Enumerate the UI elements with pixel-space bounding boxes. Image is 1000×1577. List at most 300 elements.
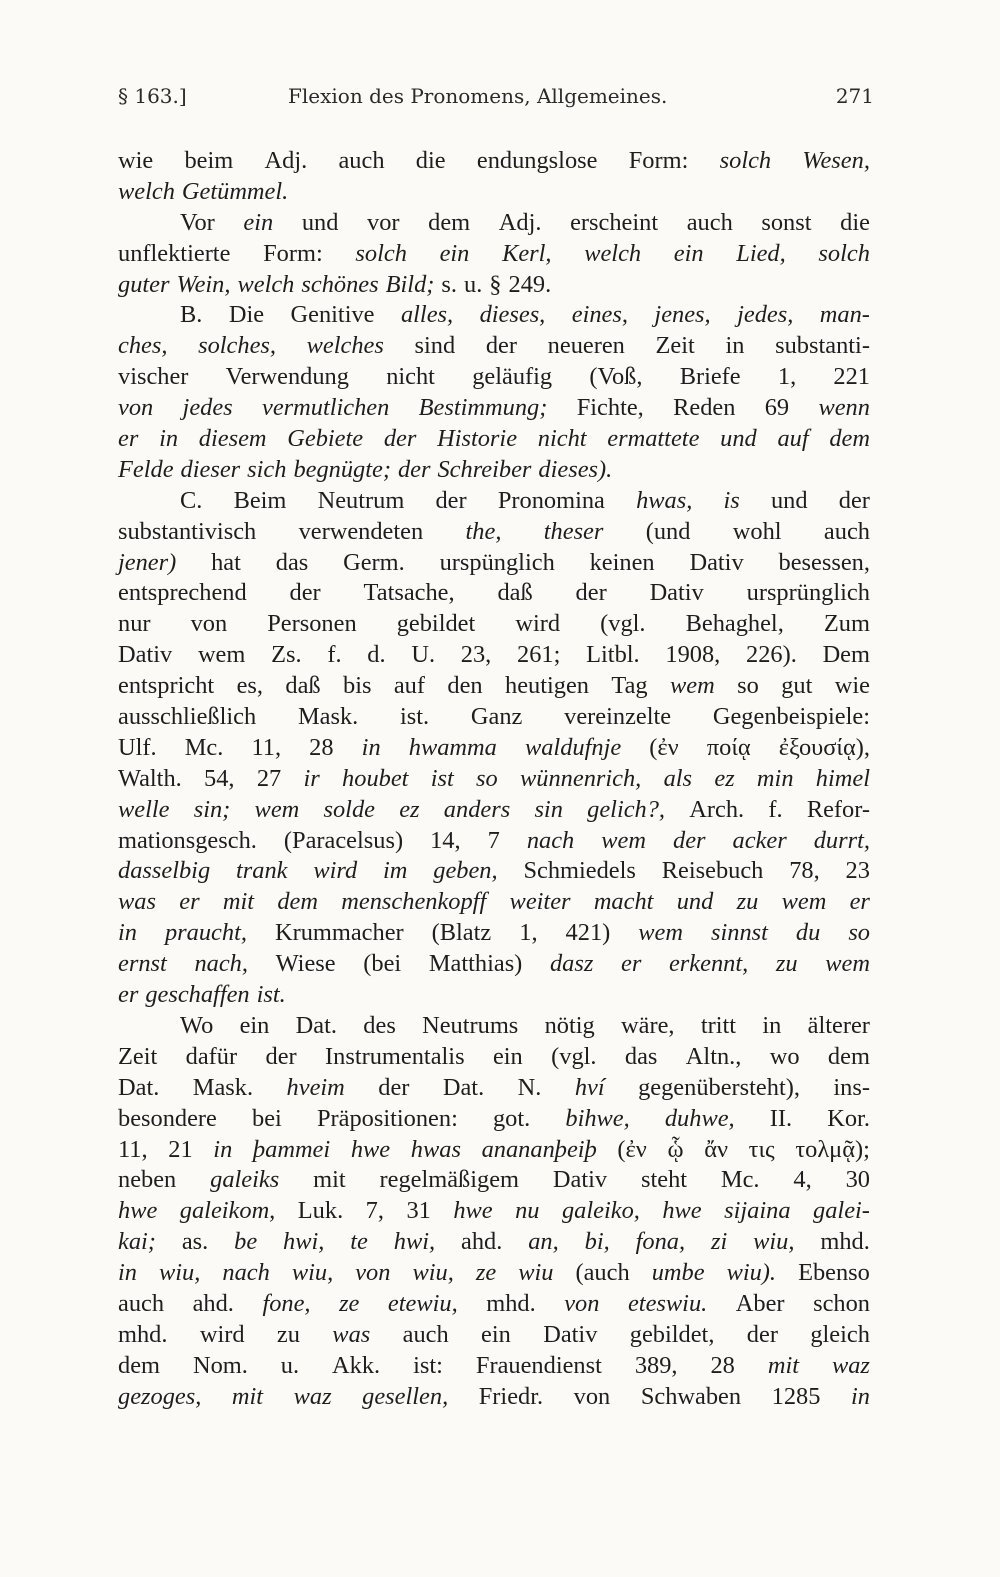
word: mit	[313, 1166, 346, 1194]
text-line	[118, 1258, 870, 1289]
italic-word: wenn	[818, 394, 870, 422]
word: der	[435, 486, 467, 514]
word: den	[447, 672, 483, 700]
word: as.	[181, 1228, 209, 1256]
italic-word: er	[849, 888, 870, 916]
text-line	[118, 702, 870, 733]
word: schon	[813, 1289, 870, 1317]
italic-word: eteswiu.	[627, 1289, 708, 1317]
italic-word: nach	[526, 826, 575, 854]
italic-word: Gebiete	[287, 425, 364, 453]
italic-word: welch	[237, 270, 295, 298]
word: Reisebuch	[661, 857, 764, 885]
word: Wo	[180, 1011, 214, 1039]
text-line	[118, 640, 870, 671]
text-line	[118, 239, 870, 270]
italic-word: the,	[465, 517, 502, 545]
word: Ulf.	[118, 733, 157, 761]
word: Friedr.	[478, 1382, 544, 1410]
word: ins-	[833, 1073, 870, 1101]
word: Dativ	[118, 641, 173, 669]
word: Zs.	[271, 641, 302, 669]
word: des	[363, 1011, 396, 1039]
italic-word: hwi,	[283, 1228, 325, 1256]
word: 11,	[118, 1135, 148, 1163]
italic-word: zu	[775, 950, 798, 978]
word: von	[573, 1382, 611, 1410]
italic-word: zi	[710, 1228, 728, 1256]
italic-word: was	[118, 888, 156, 916]
italic-word: solch	[719, 147, 772, 174]
italic-word: er	[179, 888, 200, 916]
text-line	[118, 1165, 870, 1196]
body-text	[118, 146, 870, 1413]
italic-word: Lied,	[736, 239, 786, 267]
word: der	[575, 579, 607, 607]
italic-word: dieses).	[538, 455, 613, 483]
text-line	[118, 146, 870, 177]
word: Dativ	[649, 579, 704, 607]
word: erscheint	[570, 208, 659, 236]
word: dafür	[185, 1042, 238, 1070]
italic-word: er	[118, 425, 139, 453]
word: B.	[180, 301, 203, 329]
italic-word: er	[621, 950, 642, 978]
italic-word: wem	[254, 795, 300, 823]
text-line	[118, 1011, 870, 1042]
italic-word: Felde	[118, 455, 174, 483]
italic-word: solde	[323, 795, 375, 823]
word: Genitive	[290, 301, 375, 329]
italic-word: fona,	[635, 1228, 686, 1256]
word: sonst	[761, 208, 812, 236]
italic-word: fone,	[262, 1289, 311, 1317]
italic-word: Wesen,	[802, 147, 870, 174]
word: 249.	[508, 270, 552, 298]
text-line	[118, 949, 870, 980]
word: Form:	[263, 239, 323, 267]
word: got.	[492, 1104, 531, 1132]
italic-word: te	[350, 1228, 368, 1256]
word: bei	[252, 1104, 282, 1132]
word: substantivisch	[118, 517, 257, 545]
word: Refor-	[806, 795, 870, 823]
italic-word: wünnenrich,	[520, 764, 642, 792]
italic-word: in	[159, 425, 179, 453]
italic-word: als	[663, 764, 693, 792]
italic-word: duhwe,	[664, 1104, 735, 1132]
italic-word: kai;	[118, 1228, 156, 1256]
text-line	[118, 1196, 870, 1227]
italic-word: wem	[825, 950, 870, 978]
word: geläufig	[472, 363, 553, 391]
italic-word: hwas,	[636, 486, 693, 514]
italic-word: in	[361, 733, 381, 761]
word: Luk.	[297, 1197, 344, 1225]
italic-word: solch	[355, 239, 407, 267]
text-line	[118, 1135, 870, 1166]
word: (ἐν	[649, 733, 679, 761]
word: urspünglich	[439, 548, 555, 576]
italic-word: diesem	[198, 425, 267, 453]
word: unflektierte	[118, 239, 231, 267]
italic-word: und	[720, 425, 757, 453]
word: 261;	[517, 641, 561, 669]
italic-word: is	[723, 486, 740, 514]
italic-word: ez	[399, 795, 420, 823]
word: Dativ	[552, 1166, 608, 1194]
word: auch	[338, 147, 385, 174]
italic-word: der	[397, 455, 431, 483]
word: Mask.	[192, 1073, 254, 1101]
word: Dat.	[295, 1011, 337, 1039]
word: nur	[118, 610, 151, 638]
italic-word: ez	[714, 764, 735, 792]
word: Dem	[822, 641, 870, 669]
italic-word: nach,	[194, 950, 248, 978]
text-line	[118, 393, 870, 424]
word: ἄν	[704, 1135, 729, 1163]
italic-word: dieser	[180, 455, 241, 483]
word: §	[489, 270, 502, 298]
italic-word: ist	[430, 764, 454, 792]
text-line	[118, 270, 870, 301]
text-line	[118, 1104, 870, 1135]
word: τις	[748, 1135, 775, 1163]
word: steht	[640, 1166, 688, 1194]
word: 28	[309, 733, 334, 761]
italic-word: durrt,	[813, 826, 870, 854]
word: das	[275, 548, 309, 576]
italic-word: zu	[736, 888, 759, 916]
word: ἐξουσίᾳ),	[778, 733, 870, 761]
word: Zum	[823, 610, 870, 638]
italic-word: þammei	[252, 1135, 331, 1163]
italic-word: alles,	[400, 301, 454, 329]
word: besondere	[118, 1104, 217, 1132]
word: 226).	[746, 641, 797, 669]
text-line	[118, 1227, 870, 1258]
word: mhd.	[486, 1289, 536, 1317]
italic-word: jenes,	[654, 301, 711, 329]
italic-word: so	[476, 764, 498, 792]
word: der	[485, 332, 518, 360]
word: 11,	[251, 733, 282, 761]
word: 23	[845, 857, 870, 885]
italic-word: welle	[118, 795, 170, 823]
italic-word: bihwe,	[565, 1104, 630, 1132]
word: der	[378, 1073, 410, 1101]
word: Akk.	[332, 1351, 381, 1379]
word: 7	[487, 826, 500, 854]
word: Wiese	[275, 950, 336, 978]
text-line	[118, 548, 870, 579]
word: Mc.	[184, 733, 224, 761]
word: 389,	[634, 1351, 678, 1379]
word: vereinzelte	[564, 703, 672, 731]
word: ποίᾳ	[706, 733, 751, 761]
italic-word: min	[756, 764, 794, 792]
italic-word: galei-	[813, 1197, 870, 1225]
word: vor	[367, 208, 400, 236]
text-line	[118, 424, 870, 455]
word: Aber	[735, 1289, 785, 1317]
word: 23,	[460, 641, 492, 669]
italic-word: man-	[819, 301, 870, 329]
word: Ebenso	[798, 1259, 870, 1287]
italic-word: nu	[515, 1197, 540, 1225]
italic-word: so	[848, 919, 870, 947]
word: Tag	[611, 672, 648, 700]
italic-word: umbe	[651, 1259, 705, 1287]
italic-word: in	[118, 1259, 137, 1287]
italic-word: ein	[439, 239, 470, 267]
word: (und	[645, 517, 691, 545]
word: Altn.,	[685, 1042, 742, 1070]
italic-word: eines,	[571, 301, 628, 329]
italic-word: du	[795, 919, 821, 947]
italic-word: acker	[732, 826, 787, 854]
italic-word: Schreiber	[437, 455, 532, 483]
word: entspricht	[118, 672, 215, 700]
word: 221	[833, 363, 870, 391]
italic-word: anananþeiþ	[481, 1135, 597, 1163]
word: 421)	[565, 919, 611, 947]
word: C.	[180, 486, 203, 514]
word: Zeit	[655, 332, 695, 360]
word: auch	[118, 1289, 165, 1317]
italic-word: etewiu,	[387, 1289, 458, 1317]
italic-word: in	[118, 919, 137, 947]
word: dem	[827, 1042, 870, 1070]
italic-word: hwamma	[408, 733, 497, 761]
italic-word: jedes,	[737, 301, 794, 329]
italic-word: hví	[574, 1073, 605, 1101]
italic-word: schönes	[301, 270, 379, 298]
word: f.	[327, 641, 342, 669]
word: 4,	[793, 1166, 812, 1194]
word: auch	[823, 517, 870, 545]
word: 28	[710, 1351, 735, 1379]
word: Die	[228, 301, 265, 329]
italic-word: dem	[277, 888, 318, 916]
word: von	[190, 610, 228, 638]
word: entsprechend	[118, 579, 247, 607]
word: 1,	[519, 919, 538, 947]
text-line	[118, 826, 870, 857]
word: 1285	[771, 1382, 821, 1410]
word: wohl	[732, 517, 782, 545]
italic-word: ermattete	[607, 425, 700, 453]
italic-word: Getümmel.	[181, 177, 289, 205]
text-line	[118, 517, 870, 548]
word: ᾧ	[667, 1135, 684, 1163]
italic-word: der	[383, 425, 417, 453]
word: zu	[276, 1320, 300, 1348]
word: Ganz	[470, 703, 523, 731]
text-line	[118, 1042, 870, 1073]
italic-word: in	[213, 1135, 233, 1163]
italic-word: sijaina	[724, 1197, 791, 1225]
italic-word: ist.	[256, 981, 286, 1009]
running-title: Flexion des Pronomens, Allgemeines.	[288, 84, 668, 108]
word: u.	[280, 1351, 300, 1379]
italic-word: welches	[306, 332, 384, 360]
word: so	[737, 672, 759, 700]
word: wie	[118, 147, 154, 174]
italic-word: theser	[543, 517, 604, 545]
word: auf	[393, 672, 426, 700]
word: ist:	[413, 1351, 443, 1379]
word: ein	[492, 1042, 523, 1070]
text-line	[118, 887, 870, 918]
italic-word: wird	[313, 857, 358, 885]
italic-word: von	[118, 394, 154, 422]
word: gebildet	[396, 610, 476, 638]
text-line	[118, 764, 870, 795]
italic-word: wem	[670, 672, 715, 700]
italic-word: welch	[118, 177, 175, 205]
italic-word: vermutlichen	[262, 394, 390, 422]
section-reference: § 163.]	[118, 84, 187, 108]
word: die	[415, 147, 446, 174]
word: 7,	[365, 1197, 384, 1225]
word: verwendeten	[298, 517, 424, 545]
word: dem	[118, 1351, 160, 1379]
word: (vgl.	[600, 610, 646, 638]
italic-word: nicht	[537, 425, 587, 453]
italic-word: gesellen,	[362, 1382, 449, 1410]
word: 1908,	[665, 641, 721, 669]
word: das	[624, 1042, 658, 1070]
italic-word: dasselbig	[118, 857, 211, 885]
word: f.	[768, 795, 783, 823]
italic-word: hwe	[350, 1135, 391, 1163]
word: Dativ	[689, 548, 744, 576]
word: bis	[343, 672, 372, 700]
text-line	[118, 856, 870, 887]
italic-word: geben,	[433, 857, 498, 885]
word: Matthias)	[428, 950, 523, 978]
word: nicht	[386, 363, 435, 391]
word: 31	[406, 1197, 431, 1225]
word: Dat.	[442, 1073, 485, 1101]
word: Form:	[628, 147, 689, 174]
word: d.	[367, 641, 386, 669]
word: Reden	[673, 394, 736, 422]
word: es,	[236, 672, 263, 700]
word: Pronomina	[497, 486, 605, 514]
word: Frauendienst	[475, 1351, 602, 1379]
word: ahd.	[461, 1228, 503, 1256]
word: nötig	[544, 1011, 595, 1039]
word: Zeit	[118, 1042, 158, 1070]
word: u.	[464, 270, 483, 298]
word: 78,	[789, 857, 820, 885]
italic-word: von	[564, 1289, 600, 1317]
word: Nom.	[192, 1351, 248, 1379]
text-line	[118, 1382, 870, 1413]
word: Krummacher	[274, 919, 404, 947]
word: wem	[197, 641, 246, 669]
word: daß	[497, 579, 533, 607]
word: Dativ	[543, 1320, 598, 1348]
word: Schwaben	[640, 1382, 742, 1410]
italic-word: galeikom,	[179, 1197, 276, 1225]
italic-word: wiu,	[412, 1259, 454, 1287]
word: II.	[769, 1104, 793, 1132]
word: endungslose	[476, 147, 598, 174]
italic-word: trank	[236, 857, 288, 885]
word: Mask.	[297, 703, 359, 731]
italic-word: wiu,	[753, 1228, 795, 1256]
word: und	[770, 486, 808, 514]
word: mhd.	[820, 1228, 870, 1256]
word: 69	[764, 394, 790, 422]
word: wäre,	[621, 1011, 675, 1039]
italic-word: waz	[831, 1351, 870, 1379]
italic-word: bi,	[584, 1228, 610, 1256]
word: substanti-	[775, 332, 870, 360]
italic-word: wem	[638, 919, 683, 947]
text-line	[118, 362, 870, 393]
italic-word: sin;	[193, 795, 231, 823]
word: Dat.	[118, 1073, 160, 1101]
word: ursprünglich	[746, 579, 870, 607]
word: der	[838, 486, 870, 514]
italic-word: begnügte;	[293, 455, 391, 483]
word: ahd.	[192, 1289, 234, 1317]
word: Fichte,	[576, 394, 644, 422]
italic-word: ze	[339, 1289, 360, 1317]
italic-word: solch	[818, 239, 870, 267]
italic-word: nach	[222, 1259, 270, 1287]
italic-word: Historie	[437, 425, 518, 453]
word: ist.	[400, 703, 430, 731]
text-line	[118, 1320, 870, 1351]
italic-word: ches,	[118, 332, 168, 360]
text-line	[118, 1351, 870, 1382]
italic-word: waz	[293, 1382, 332, 1410]
word: (auch	[575, 1259, 630, 1287]
word: besessen,	[778, 548, 870, 576]
italic-word: was	[332, 1320, 371, 1348]
word: in	[725, 332, 745, 360]
word: ausschließlich	[118, 703, 257, 731]
text-line	[118, 671, 870, 702]
word: 21	[168, 1135, 193, 1163]
word: regelmäßigem	[379, 1166, 520, 1194]
text-line	[118, 331, 870, 362]
italic-word: im	[383, 857, 408, 885]
word: neueren	[547, 332, 625, 360]
italic-word: ze	[475, 1259, 497, 1287]
word: Gegenbeispiele:	[712, 703, 870, 731]
word: (vgl.	[551, 1042, 597, 1070]
italic-word: hveim	[286, 1073, 345, 1101]
italic-word: sinnst	[710, 919, 768, 947]
italic-word: solches,	[198, 332, 276, 360]
word: ein	[239, 1011, 270, 1039]
italic-word: sich	[247, 455, 287, 483]
italic-word: ir	[303, 764, 320, 792]
italic-word: ein	[243, 208, 274, 236]
word: auch	[686, 208, 733, 236]
word: s.	[441, 270, 457, 298]
word: wird	[515, 610, 561, 638]
word: der	[265, 1042, 297, 1070]
text-line	[118, 733, 870, 764]
